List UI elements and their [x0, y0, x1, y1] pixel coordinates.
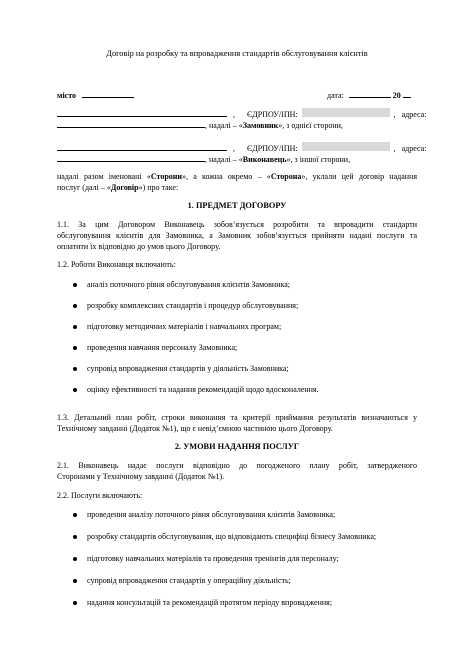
customer-name-field[interactable] — [57, 107, 227, 117]
place-row — [57, 88, 134, 101]
clause-1-3-line-1: 1.3. Детальний план робіт, строки виконання та критерії приймання результатів визначаються у — [57, 413, 417, 422]
list-item: супровід впровадження стандартів у діяльність Замовника; — [87, 364, 289, 373]
bullet-dot — [73, 304, 77, 308]
list-item: надання консультацій та рекомендацій протягом періоду впровадження; — [87, 598, 333, 607]
bullet-dot — [73, 346, 77, 350]
contractor-line-post: », з іншої сторони, — [286, 155, 351, 164]
list-item: аналіз поточного рівня обслуговування клієнтів Замовника; — [87, 280, 291, 289]
intro-line-2: послуг (далі – «Договір») про таке: — [57, 183, 179, 192]
customer-edrpou-field[interactable] — [302, 108, 390, 117]
date-label: дата: — [327, 91, 344, 100]
year-field[interactable] — [403, 88, 411, 98]
clause-1-2: 1.2. Роботи Виконавця включають: — [57, 260, 176, 269]
bullet-dot — [73, 388, 77, 392]
bullet-dot — [73, 579, 77, 583]
list-item: супровід впровадження стандартів у операційну діяльність; — [87, 576, 291, 585]
contractor-line-pre: , надалі – « — [205, 155, 243, 164]
customer-edrpou-label: ЄДРПОУ/ІПН: — [247, 110, 298, 119]
list-item: розробку стандартів обслуговування, що відповідають специфіці бізнесу Замовника; — [87, 532, 377, 541]
section-2-heading: 2. УМОВИ НАДАННЯ ПОСЛУГ — [174, 442, 300, 451]
section-1-heading: 1. ПРЕДМЕТ ДОГОВОРУ — [187, 201, 287, 210]
contractor-row-2 — [57, 152, 350, 165]
date-field[interactable] — [349, 88, 391, 98]
contractor-role: Виконавець — [242, 155, 287, 164]
year-prefix: 20 — [392, 91, 401, 100]
contractor-address-field[interactable] — [57, 152, 205, 162]
date-row — [327, 88, 411, 101]
clause-2-1-line-2: Сторонами у Технічному завданні (Додаток №1). — [57, 472, 225, 481]
contractor-edrpou-field[interactable] — [302, 142, 390, 151]
bullet-dot — [73, 535, 77, 539]
intro-line-1: надалі разом іменовані «Сторони», а кожна окремо – «Сторона», уклали цей договір надання — [57, 172, 417, 181]
clause-1-1-line-2: обслуговування клієнтів для Замовника, а Замовник зобов’язується прийняти надані послуги та — [57, 231, 417, 240]
list-item: підготовку навчальних матеріалів та проведення тренінгів для персоналу; — [87, 554, 339, 563]
clause-1-1-line-3: оплатити їх відповідно до умов цього Договору. — [57, 242, 221, 251]
contractor-address-label: адреса: — [401, 144, 427, 153]
bullet-dot — [73, 513, 77, 517]
document-title: Договір на розробку та впровадження стандартів обслуговування клієнтів — [106, 49, 368, 58]
customer-address-field[interactable] — [57, 118, 205, 128]
list-item: оцінку ефективності та надання рекомендацій щодо вдосконалення. — [87, 385, 319, 394]
bullet-dot — [73, 325, 77, 329]
customer-row-1: , ЄДРПОУ/ІПН: , адреса: — [57, 107, 426, 120]
bullet-dot — [73, 601, 77, 605]
list-item: розробку комплексних стандартів і процедур обслуговування; — [87, 301, 299, 310]
bullet-dot — [73, 367, 77, 371]
bullet-dot — [73, 283, 77, 287]
contractor-row-1: , ЄДРПОУ/ІПН: , адреса: — [57, 141, 426, 154]
customer-role: Замовник — [242, 121, 279, 130]
list-item: підготовку методичних матеріалів і навчальних програм; — [87, 322, 282, 331]
place-label: місто — [57, 91, 77, 100]
customer-row-2 — [57, 118, 343, 131]
list-item: проведення аналізу поточного рівня обслуговування клієнтів Замовника; — [87, 510, 336, 519]
clause-2-1-line-1: 2.1. Виконавець надає послуги відповідно до погодженого плану робіт, затвердженого — [57, 461, 417, 470]
clause-1-3-line-2: Технічному завданні (Додаток №1), що є невід’ємною частиною цього Договору. — [57, 424, 333, 433]
list-item: проведення навчання персоналу Замовника; — [87, 343, 238, 352]
clause-2-2: 2.2. Послуги включають: — [57, 491, 143, 500]
bullet-dot — [73, 557, 77, 561]
customer-line-post: », з однієї сторони, — [278, 121, 343, 130]
contractor-edrpou-label: ЄДРПОУ/ІПН: — [247, 144, 298, 153]
customer-address-label: адреса: — [401, 110, 427, 119]
place-field[interactable] — [82, 88, 134, 98]
customer-line-pre: , надалі – « — [205, 121, 243, 130]
clause-1-1-line-1: 1.1. За цим Договором Виконавець зобов’язується розробити та впровадити стандарти — [57, 220, 417, 229]
contractor-name-field[interactable] — [57, 141, 227, 151]
